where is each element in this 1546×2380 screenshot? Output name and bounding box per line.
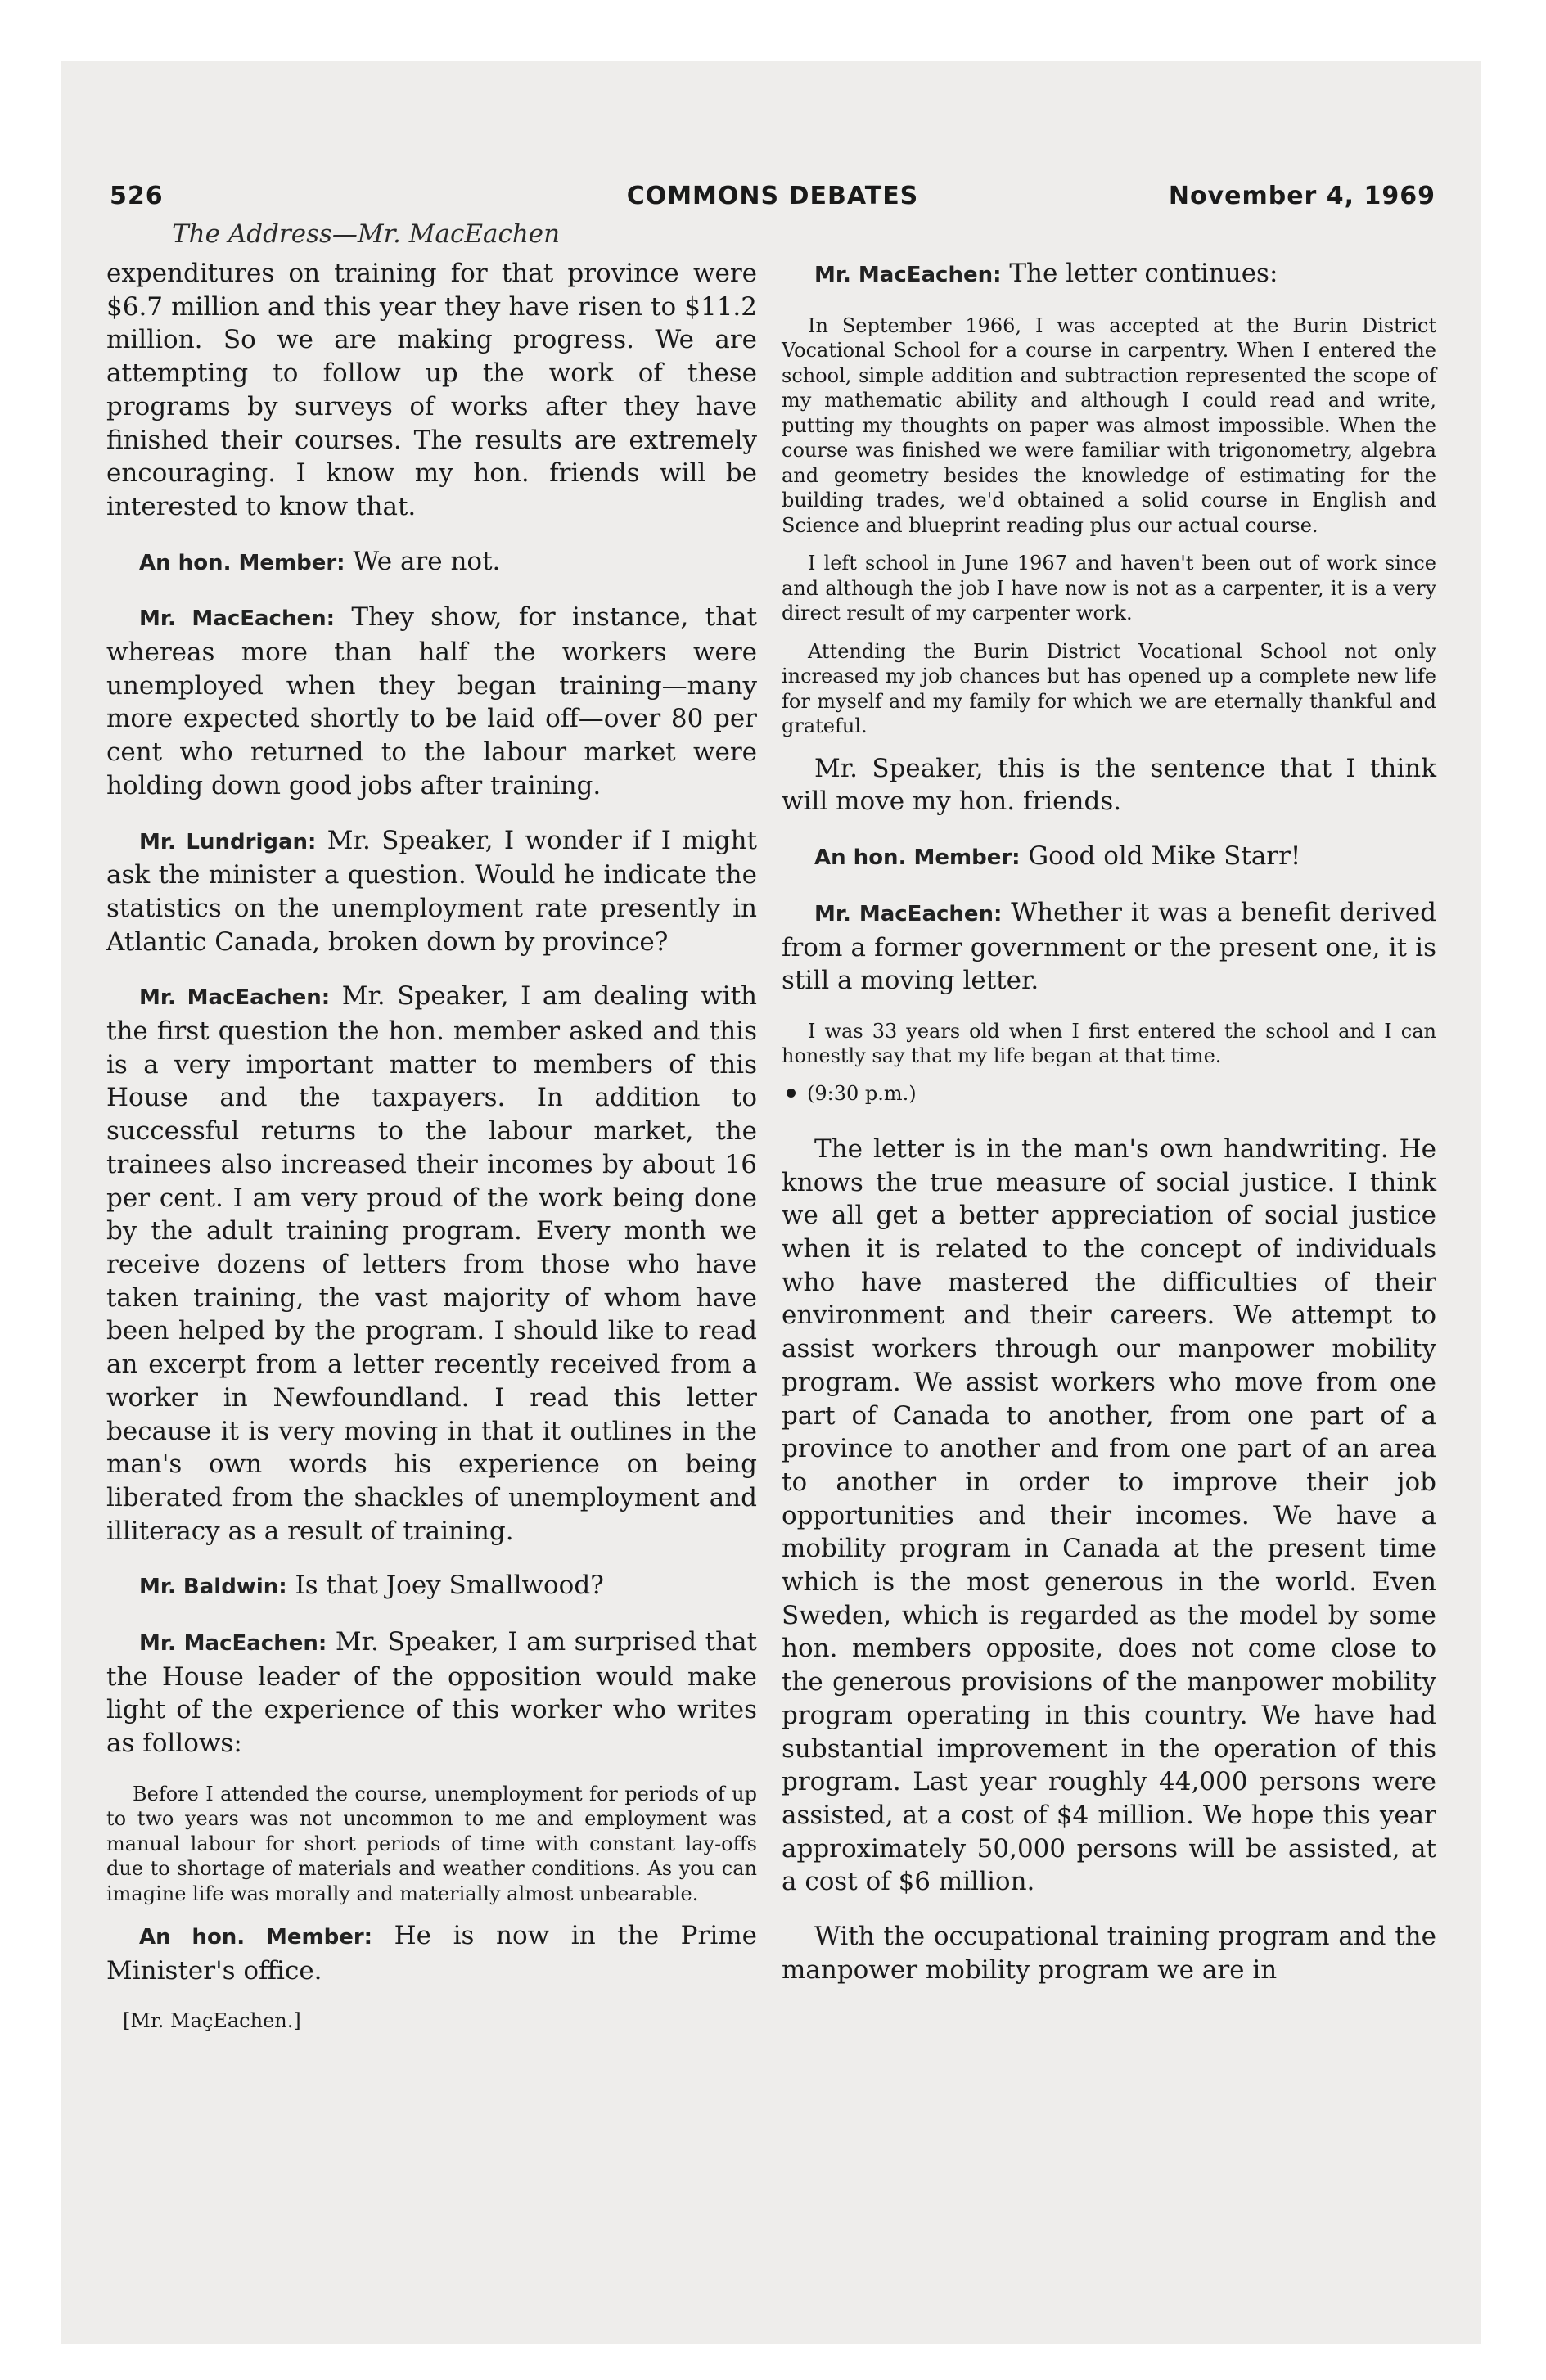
speech	[106, 1625, 757, 1760]
speaker-name: Mr. MacEachen:	[814, 901, 1003, 926]
speech-text: Mr. Speaker, I am surprised that the House leader of the opposition would make light of the experience of this worker who writes as follows:	[106, 1627, 758, 1759]
speech-text: The letter continues:	[1001, 259, 1278, 288]
speech-text: Good old Mike Starr!	[1020, 841, 1301, 872]
page-header	[110, 182, 1436, 223]
letter-quote: Before I attended the course, unemployment for periods of up to two years was not uncommon to me and employment was manual labour for short periods of time with constant lay-offs due to shortage of materials and weather conditions. As you can imagine life was morally and materially almost unbearable.	[106, 1782, 757, 1905]
speech	[782, 840, 1436, 875]
speech	[106, 824, 757, 959]
speaker-tag: [Mr. MaçEachen.]	[123, 2008, 301, 2032]
publication-title: COMMONS DEBATES	[626, 182, 919, 210]
speaker-name: Mr. MacEachen:	[139, 1631, 327, 1657]
letter-quote: I was 33 years old when I first entered the school and I can honestly say that my life began at that time.	[782, 1019, 1436, 1068]
running-head: The Address—Mr. MacEachen	[172, 219, 561, 249]
speech	[106, 980, 757, 1548]
paragraph: With the occupational training program and the manpower mobility program we are in	[782, 1922, 1436, 1985]
speech	[106, 1919, 757, 1987]
letter-quote: In September 1966, I was accepted at the Burin District Vocational School for a course in carpentry. When I entered the school, simple addition and subtraction represented the scope of my mathematic ability and although I could read and write, putting my thoughts on paper was almost impossible. When the course was finished we were familiar with trigonometry, algebra and geometry besides the knowledge of estimating for the building trades, we'd obtained a solid course in English and Science and blueprint reading plus our actual course.	[782, 313, 1436, 537]
page-number: 526	[110, 182, 164, 210]
speaker-name: Mr. MacEachen:	[814, 263, 1002, 287]
right-column	[782, 257, 1436, 2008]
speech-text: Mr. Speaker, I am dealing with the first question the hon. member asked and this is a very important matter to members of this House and the taxpayers. In addition to successful returns to the labour market, the trainees also increased their incomes by about 16 per cent. I am very proud of the work being done by the adult training program. Every month we receive dozens of letters from those who have taken training, the vast majority of whom have been helped by the program. I should like to read an excerpt from a letter recently received from a worker in Newfoundland. I read this letter because it is very moving in that it outlines in the man's own words his experience on being liberated from the shackles of unemployment and illiteracy as a result of training.	[106, 981, 758, 1546]
paragraph: Mr. Speaker, this is the sentence that I think will move my hon. friends.	[782, 753, 1436, 817]
speaker-name: Mr. Lundrigan:	[139, 829, 317, 854]
timestamp	[782, 1082, 1436, 1105]
speaker-name: Mr. MacEachen:	[139, 606, 335, 632]
speaker-name: Mr. Baldwin:	[139, 1575, 287, 1600]
speech	[106, 545, 757, 580]
bullet-icon	[787, 1089, 796, 1098]
paragraph: The letter is in the man's own handwriting. He knows the true measure of social justice. I think we all get a better appreciation of social justice when it is related to the concept of individuals who have mastered the difficulties of their environment and their careers. We attempt to assist workers through our manpower mobility program. We assist workers who move from one part of Canada to another, from one part of a province to another and from one part of an area to another in order to improve their job opportunities and their incomes. We have a mobility program in Canada at the present time which is the most generous in the world. Even Sweden, which is regarded as the model by some hon. members opposite, does not come close to the generous provisions of the manpower mobility program operating in this country. We have had substantial improvement in the operation of this program. Last year roughly 44,000 persons were assisted, at a cost of $4 million. We hope this year approximately 50,000 persons will be assisted, at a cost of $6 million.	[782, 1134, 1436, 1897]
speech	[106, 1569, 757, 1604]
paragraph: expenditures on training for that province were $6.7 million and this year they have risen to $11.2 million. So we are making progress. We are attempting to follow up the work of these programs by surveys of works after they have finished their courses. The results are extremely encouraging. I know my hon. friends will be interested to know that.	[106, 259, 757, 521]
speech	[106, 601, 757, 802]
issue-date: November 4, 1969	[1168, 182, 1436, 210]
timestamp-text: (9:30 p.m.)	[807, 1081, 917, 1105]
speech-text: He is now in the Prime Minister's office.	[106, 1921, 757, 1986]
speech-text: Is that Joey Smallwood?	[286, 1571, 604, 1601]
speech-text: Whether it was a benefit derived from a former government or the present one, it is still a moving letter.	[782, 897, 1436, 996]
speaker-name: An hon. Member:	[139, 550, 345, 575]
letter-quote: Attending the Burin District Vocational School not only increased my job chances but has opened up a complete new life for myself and my family for which we are eternally thankful and grateful.	[782, 639, 1436, 738]
speaker-name: Mr. MacEachen:	[139, 985, 331, 1011]
speech-text: They show, for instance, that whereas more than half the workers were unemployed when they began training—many more expected shortly to be laid off—over 80 per cent who returned to the labour market were holding down good jobs after training.	[106, 602, 758, 800]
left-column	[106, 257, 757, 2053]
speech	[782, 896, 1436, 998]
speech	[782, 257, 1436, 292]
speaker-name: An hon. Member:	[139, 1925, 373, 1950]
speaker-name: An hon. Member:	[814, 845, 1021, 871]
speech-text: We are not.	[345, 546, 501, 576]
speech-text: Mr. Speaker, I wonder if I might ask the minister a question. Would he indicate the statistics on the unemployment rate presently in Atlantic Canada, broken down by province?	[106, 825, 757, 957]
letter-quote: I left school in June 1967 and haven't been out of work since and although the job I have now is not as a carpenter, it is a very direct result of my carpenter work.	[782, 552, 1436, 625]
